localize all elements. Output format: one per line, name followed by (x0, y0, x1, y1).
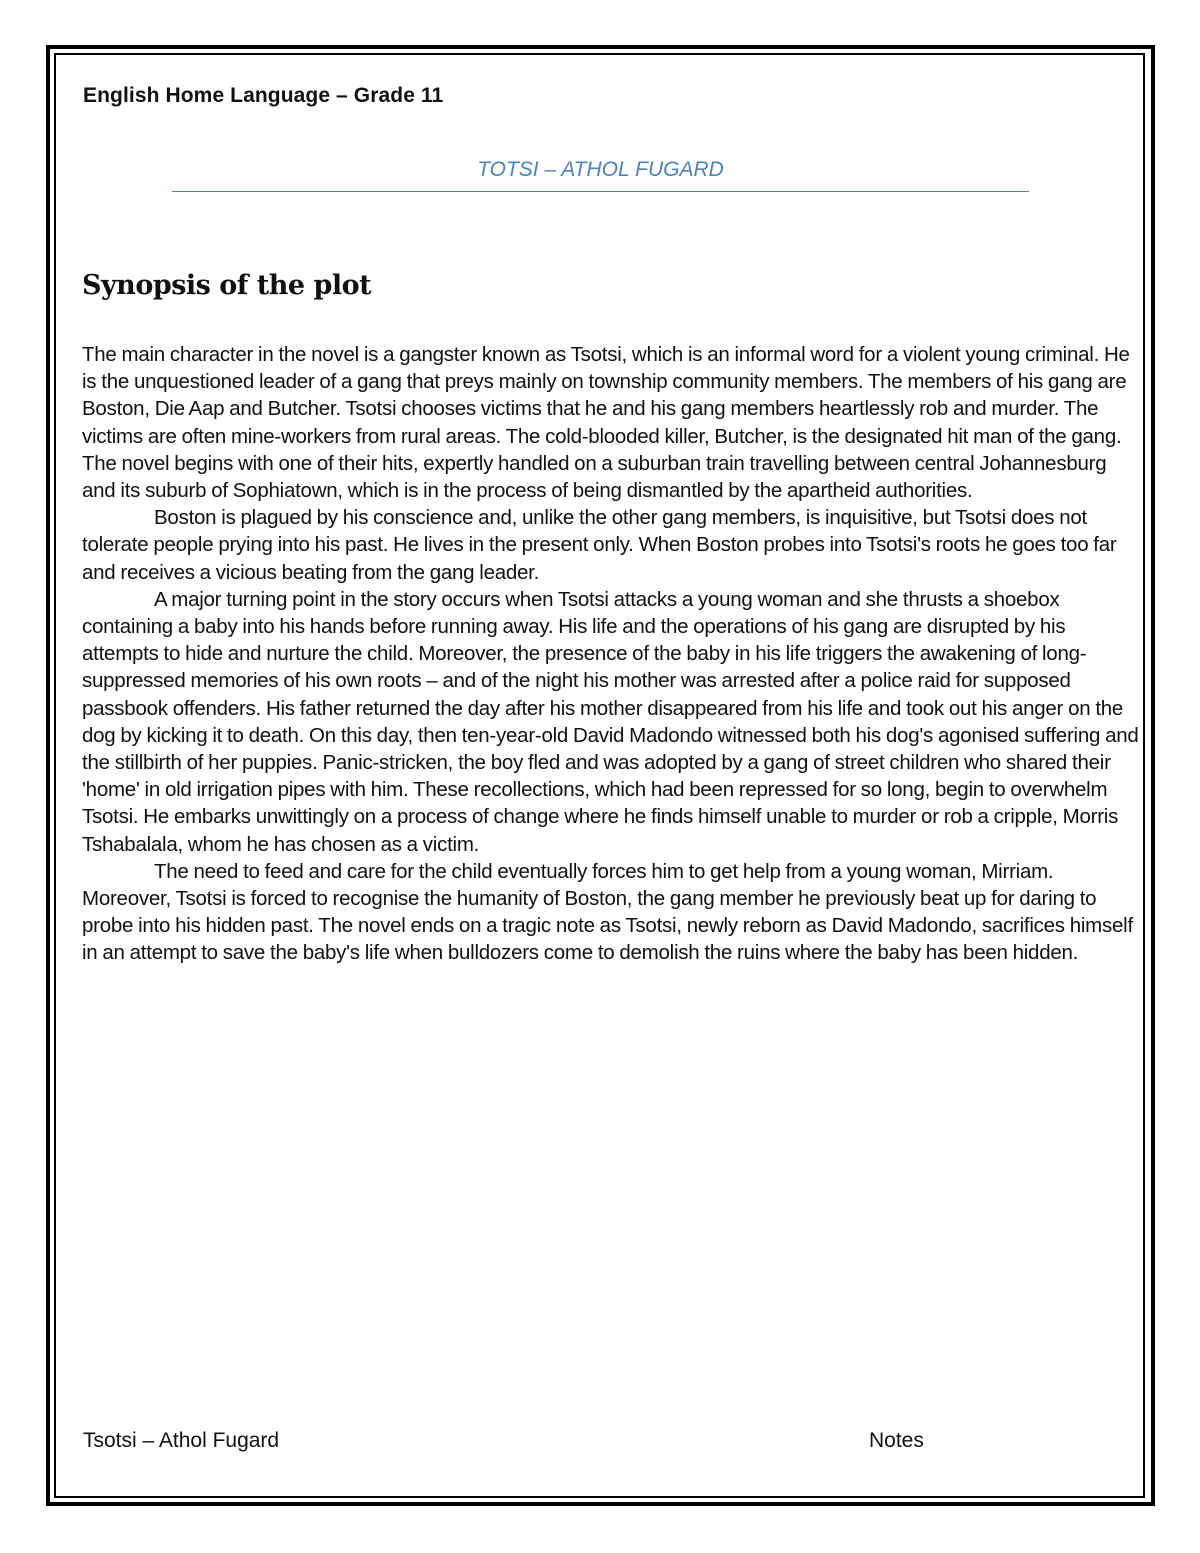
title-underline (172, 191, 1029, 192)
section-heading: Synopsis of the plot (82, 270, 372, 301)
paragraph: The main character in the novel is a gangster known as Tsotsi, which is an informal word for a violent young criminal. He is the unquestioned leader of a gang that preys mainly on township community members. The members of his gang are Boston, Die Aap and Butcher. Tsotsi chooses victims that he and his gang members heartlessly rob and murder. The victims are often mine-workers from rural areas. The cold-blooded killer, Butcher, is the designated hit man of the gang. The novel begins with one of their hits, expertly handled on a suburban train travelling between central Johannesburg and its suburb of Sophiatown, which is in the process of being dismantled by the apartheid authorities. (82, 343, 1130, 503)
footer-title: Tsotsi – Athol Fugard (83, 1429, 280, 1452)
synopsis-body (82, 341, 1144, 967)
subject-header: English Home Language – Grade 11 (83, 84, 444, 107)
footer-notes: Notes (869, 1429, 924, 1452)
paragraph: Boston is plagued by his conscience and, unlike the other gang members, is inquisitive, but Tsotsi does not tolerate people prying into his past. He lives in the present only. When Boston probes into Tsotsi's roots he goes too far and receives a vicious beating from the gang leader. (82, 506, 1117, 584)
document-title: TOTSI – ATHOL FUGARD (477, 158, 724, 181)
paragraph: The need to feed and care for the child eventually forces him to get help from a young woman, Mirriam. Moreover, Tsotsi is forced to recognise the humanity of Boston, the gang member he previously beat up for daring to probe into his hidden past. The novel ends on a tragic note as Tsotsi, newly reborn as David Madondo, sacrifices himself in an attempt to save the baby's life when bulldozers come to demolish the ruins where the baby has been hidden. (82, 859, 1133, 965)
paragraph: A major turning point in the story occurs when Tsotsi attacks a young woman and she thrusts a shoebox containing a baby into his hands before running away. His life and the operations of his gang are disrupted by his attempts to hide and nurture the child. Moreover, the presence of the baby in his life triggers the awakening of long-suppressed memories of his own roots – and of the night his mother was arrested after a police raid for supposed passbook offenders. His father returned the day after his mother disappeared from his life and took out his anger on the dog by kicking it to death. On this day, then ten-year-old David Madondo witnessed both his dog's agonised suffering and the stillbirth of her puppies. Panic-stricken, the boy fled and was adopted by a gang of street children who shared their 'home' in old irrigation pipes with him. These recollections, which had been repressed for so long, begin to overwhelm Tsotsi. He embarks unwittingly on a process of change where he finds himself unable to murder or rob a cripple, Morris Tshabalala, whom he has chosen as a victim. (82, 587, 1139, 856)
